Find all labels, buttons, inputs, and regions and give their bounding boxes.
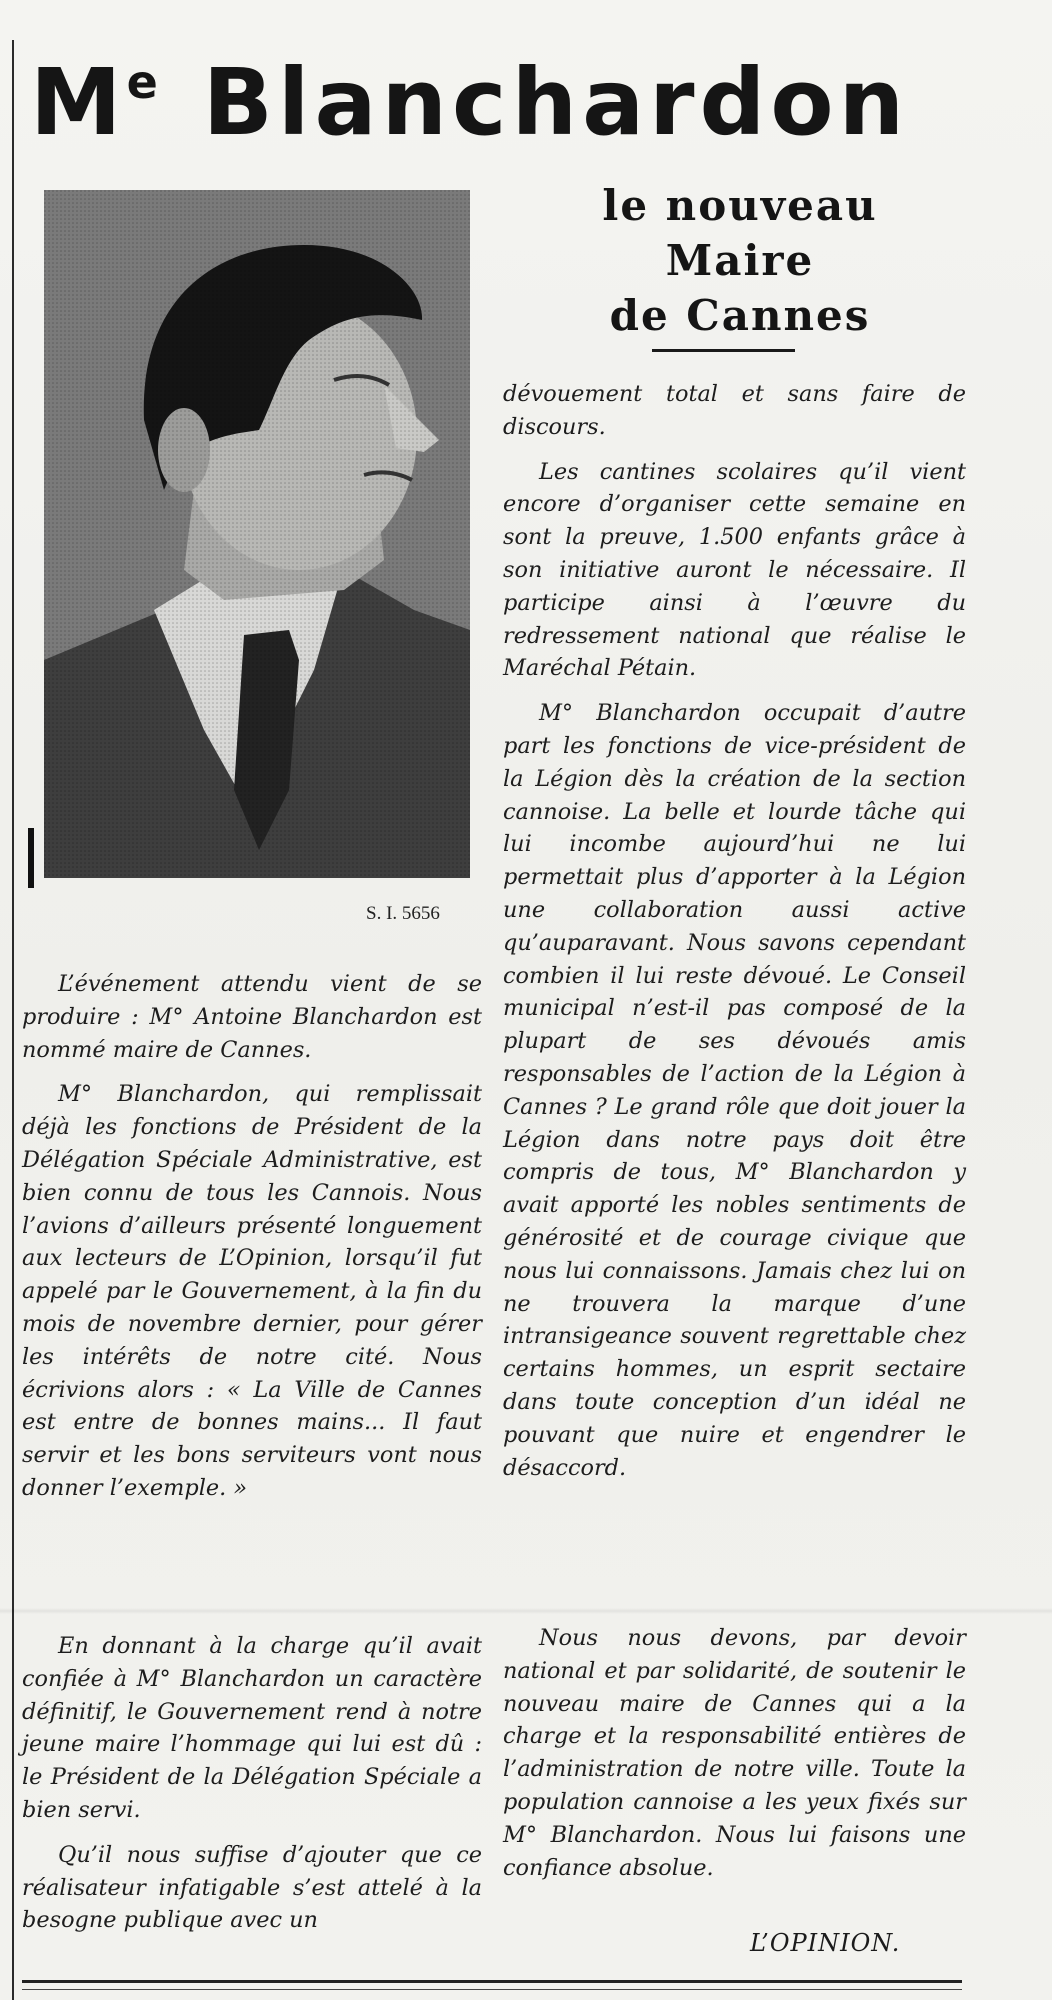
left-column-top — [22, 968, 482, 1505]
right-column-bottom — [503, 1622, 966, 1884]
column-rule — [12, 40, 14, 2000]
subheadline — [540, 178, 940, 343]
headline-prefix: M — [30, 49, 127, 156]
subheadline-divider — [652, 349, 795, 352]
paper-fold — [0, 1608, 1052, 1614]
article-paragraph: M° Blanchardon occupait d’autre part les fonctions de vice-président de la Légion dès la création de la section cannoise. La belle et lourde tâche qui lui incombe aujourd’hui ne lui permettait plus d’apporter à la Légion une collaboration aussi active qu’auparavant. Nous savons cependant combien il lui reste dévoué. Le Conseil municipal n’est-il pas composé de la plupart de ses dévoués amis responsables de l’action de la Légion à Cannes ? Le grand rôle que doit jouer la Légion dans notre pays doit être compris de tous, M° Blanchardon y avait apporté les nobles sentiments de générosité et de courage civique que nous lui connaissons. Jamais chez lui on ne trouvera la marque d’une intransigeance souvent regrettable chez certains hommes, un esprit sectaire dans toute conception d’un idéal ne pouvant que nuire et engendrer le désaccord. — [503, 700, 966, 1481]
article-paragraph: Nous nous devons, par devoir national et par solidarité, de soutenir le nouveau maire de Cannes qui a la charge et la responsabilité entières de l’administration de notre ville. Toute la population cannoise a les yeux fixés sur M° Blanchardon. Nous lui faisons une confiance absolue. — [503, 1625, 966, 1881]
headline-name: Blanchardon — [202, 49, 910, 156]
portrait-illustration — [44, 190, 470, 878]
subheadline-line: le nouveau — [602, 181, 878, 230]
subheadline-line: de Cannes — [609, 291, 871, 340]
headline — [30, 32, 1030, 156]
photo-edge-mark — [28, 828, 34, 888]
bottom-rule-thin — [22, 1989, 962, 1990]
portrait-photo — [44, 190, 470, 878]
bottom-rule — [22, 1980, 962, 1983]
article-continuation: dévouement total et sans faire de discours. — [503, 381, 966, 440]
article-paragraph: En donnant à la charge qu’il avait confiée à M° Blanchardon un caractère définitif, le Gouvernement rend à notre jeune maire l’hommage qui lui est dû : le Président de la Délégation Spéciale a bien servi. — [22, 1633, 482, 1823]
article-paragraph: Qu’il nous suffise d’ajouter que ce réalisateur infatigable s’est attelé à la besogne publique avec un — [22, 1841, 482, 1934]
article-signature: L’OPINION. — [750, 1929, 901, 1957]
article-paragraph: M° Blanchardon, qui remplissait déjà les fonctions de Président de la Délégation Spéciale Administrative, est bien connu de tous les Cannois. Nous l’avions d’ailleurs présenté longuement aux lecteurs de L’Opinion, lorsqu’il fut appelé par le Gouvernement, à la fin du mois de novembre dernier, pour gérer les intérêts de notre cité. Nous écrivions alors : « La Ville de Cannes est entre de bonnes mains... Il faut servir et les bons serviteurs vont nous donner l’exemple. » — [22, 1081, 482, 1501]
right-column-top — [503, 378, 966, 1484]
subheadline-line: Maire — [665, 236, 815, 285]
article-paragraph: L’événement attendu vient de se produire : M° Antoine Blanchardon est nommé maire de Cannes. — [22, 971, 482, 1063]
left-column-bottom — [22, 1630, 482, 1937]
headline-prefix-superscript: e — [126, 55, 158, 109]
article-paragraph: Les cantines scolaires qu’il vient encore d’organiser cette semaine en sont la preuve, 1.500 enfants grâce à son initiative auront le nécessaire. Il participe ainsi à l’œuvre du redressement national que réalise le Maréchal Pétain. — [503, 458, 966, 682]
photo-credit: S. I. 5656 — [366, 903, 440, 924]
